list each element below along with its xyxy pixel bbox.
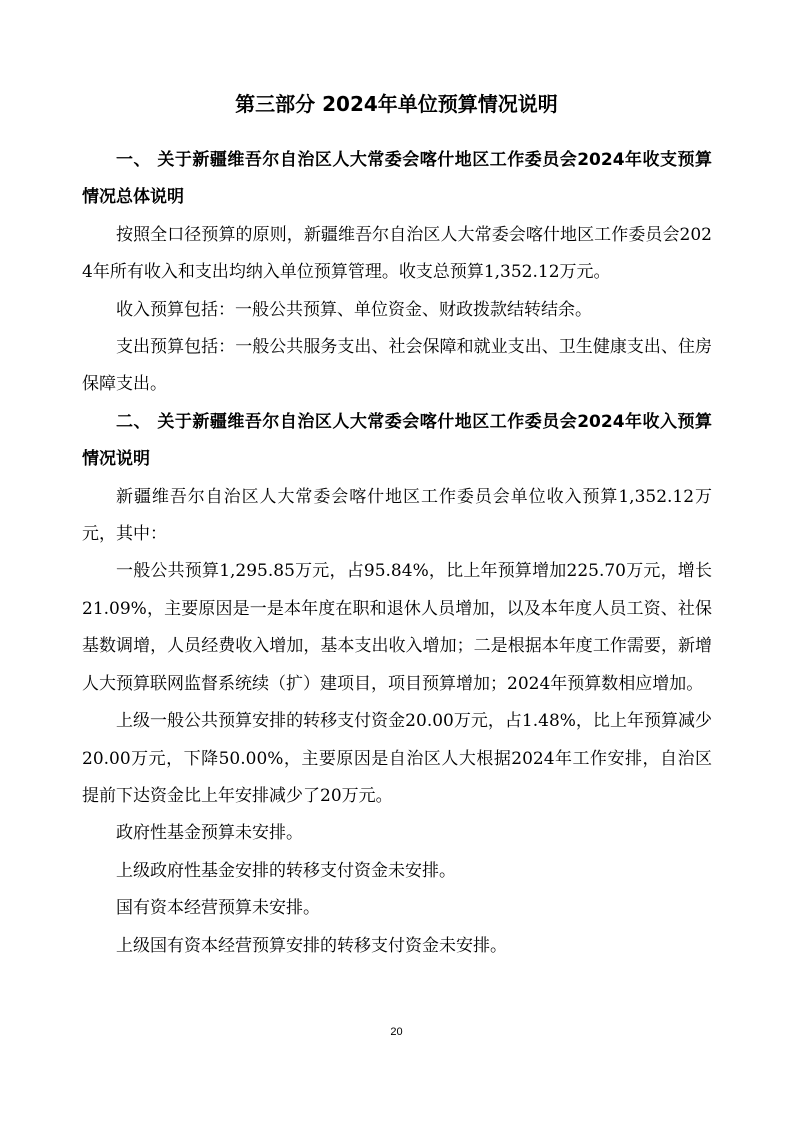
paragraph-general-budget: 一般公共预算1,295.85万元，占95.84%，比上年预算增加225.70万元，增长21.09%，主要原因是一是本年度在职和退休人员增加，以及本年度人员工资、社保基数调增，人员经费收入增加，基本支出收入增加；二是根据本年度工作需要，新增人大预算联网监督系统续（扩）建项目，项目预算增加；2024年预算数相应增加。 bbox=[82, 561, 712, 694]
paragraph-income-total: 新疆维吾尔自治区人大常委会喀什地区工作委员会单位收入预算1,352.12万元，其中： bbox=[82, 486, 712, 545]
paragraph-income-scope: 收入预算包括：一般公共预算、单位资金、财政拨款结转结余。 bbox=[116, 299, 592, 320]
section-heading-1: 一、 关于新疆维吾尔自治区人大常委会喀什地区工作委员会2024年收支预算情况总体说明 bbox=[82, 150, 712, 208]
document-body bbox=[82, 142, 712, 965]
paragraph-gov-fund: 政府性基金预算未安排。 bbox=[116, 823, 303, 844]
paragraph-transfer-funds: 上级一般公共预算安排的转移支付资金20.00万元，占1.48%，比上年预算减少20.00万元，下降50.00%，主要原因是自治区人大根据2024年工作安排，自治区提前下达资金比上年安排减少了20万元。 bbox=[82, 711, 712, 806]
paragraph-state-capital-transfer: 上级国有资本经营预算安排的转移支付资金未安排。 bbox=[116, 935, 507, 956]
paragraph-expense-scope: 支出预算包括：一般公共服务支出、社会保障和就业支出、卫生健康支出、住房保障支出。 bbox=[82, 337, 712, 395]
paragraph-state-capital: 国有资本经营预算未安排。 bbox=[116, 898, 320, 919]
page-title: 第三部分 2024年单位预算情况说明 bbox=[235, 92, 558, 116]
section-heading-2: 二、 关于新疆维吾尔自治区人大常委会喀什地区工作委员会2024年收入预算情况说明 bbox=[82, 411, 712, 470]
page-number: 20 bbox=[390, 1026, 403, 1038]
paragraph-overview: 按照全口径预算的原则，新疆维吾尔自治区人大常委会喀什地区工作委员会2024年所有收入和支出均纳入单位预算管理。收支总预算1,352.12万元。 bbox=[82, 224, 712, 283]
paragraph-gov-fund-transfer: 上级政府性基金安排的转移支付资金未安排。 bbox=[116, 860, 456, 881]
